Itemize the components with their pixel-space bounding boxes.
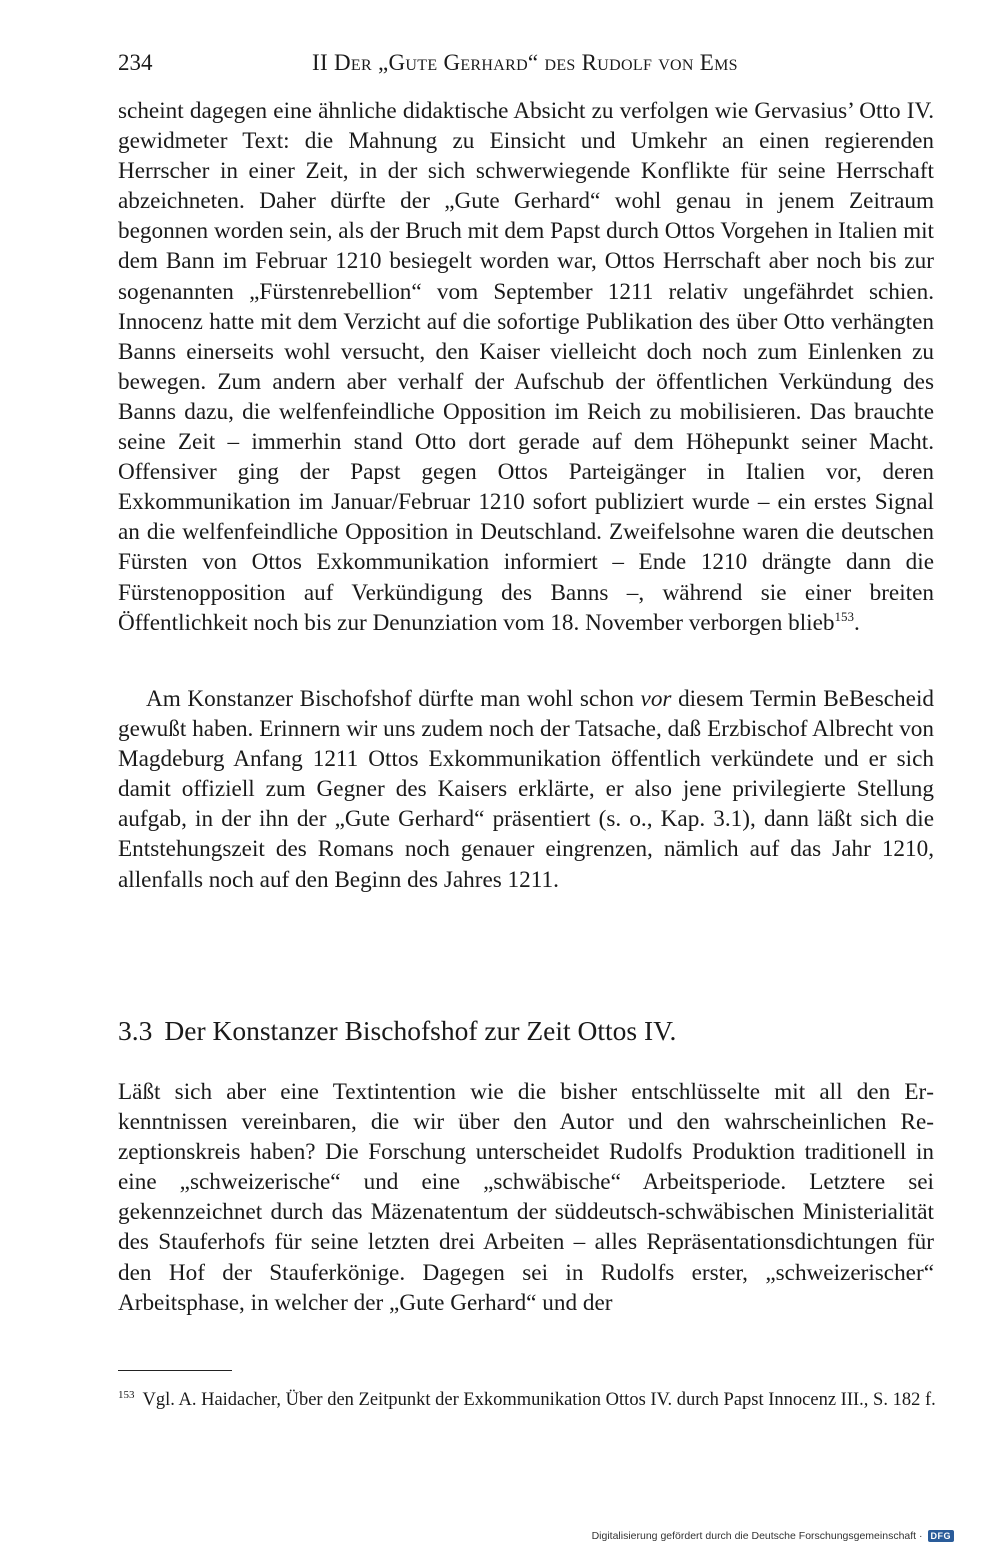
section-heading <box>118 1013 934 1049</box>
paragraph-lead: Am Konstanzer Bischofshof dürfte man wohl schon <box>146 686 641 712</box>
body-paragraph-3 <box>118 1077 934 1318</box>
section-title: Der Konstanzer Bischofshof zur Zeit Ottos IV. <box>164 1015 677 1046</box>
running-head <box>118 50 934 84</box>
paragraph-body: scheint dagegen eine ähnliche didaktische Absicht zu verfolgen wie Gervasius’ Otto IV. gewidmeter Text: die Mahnung zu Einsicht und Umkehr an einen regierenden Herrscher in einer Zeit, in der sich schwerwiegende Konflikte für seine Herrschaft abzeichneten. Daher dürfte der „Gute Gerhard“ wohl genau in jenem Zeitraum begonnen worden sein, als der Bruch mit dem Papst durch Ottos Vorgehen in Italien mit dem Bann im Februar 1210 besiegelt worden war, Ottos Herrschaft aber noch bis zur sogenannten „Fürstenrebellion“ vom September 1211 relativ ungefährdet schien. Innocenz hatte mit dem Verzicht auf die sofortige Publikation des über Otto verhängten Banns einerseits wohl versucht, den Kaiser vielleicht doch noch zum Einlenken zu bewegen. Zum andern aber verhalf der Aufschub der öffentlichen Verkündung des Banns dazu, die welfenfeindliche Opposition im Reich zu mobilisieren. Das brauchte seine Zeit – immerhin stand Otto dort gerade auf dem Höhepunkt seiner Macht. Offensiver ging der Papst gegen Ottos Parteigänger in Italien vor, deren Exkommunikation im Januar/Februar 1210 sofort publiziert wurde – ein erstes Signal an die welfenfeindliche Opposition in Deutschland. Zweifelsohne waren die deutschen Fürsten von Ottos Exkommunikation informiert – Ende 1210 drängte dann die Fürstenopposition auf Verkündigung des Banns –, während sie einer breiten Öffentlichkeit noch bis zur Denunziation vom 18. November verborgen blieb <box>118 98 934 636</box>
footnote-text: Vgl. A. Haidacher, Über den Zeitpunkt der Exkommunikation Ottos IV. durch Papst Innocenz III., S. 182 f. <box>142 1390 936 1410</box>
body-paragraph-2 <box>118 684 934 895</box>
paragraph-lead-after: diesem Termin Be <box>671 686 849 712</box>
paragraph-text: Läßt sich aber eine Textintention wie die bisher entschlüsselte mit all den Erkenntnissen vereinbaren, die wir über den Autor und den wahrscheinlichen Rezeptionskreis haben? Die Forschung unterscheidet Rudolfs Produktion traditionell in eine „schweizerische“ und eine „schwäbische“ Arbeitsperiode. Letztere sei gekennzeichnet durch das Mäzenatentum der süddeutsch-schwäbischen Ministerialität des Stauferhofs für seine letzten drei Arbeiten – alles Repräsentationsdichtungen für den Hof der Stauferkönige. Dagegen sei in Rudolfs erster, „schweizerischer“ Arbeitsphase, in welcher der „Gute Gerhard“ und der <box>118 1079 934 1316</box>
sentence-end: . <box>853 609 860 636</box>
emphasis-text: vor <box>640 686 672 712</box>
paragraph-body: Bescheid gewußt haben. Erinnern wir uns zudem noch der Tatsache, daß Erzbischof Albrecht von Magdeburg Anfang 1211 Ottos Exkommunikation öffentlich verkündete und er sich damit offiziell zum Gegner des Kaisers erklärte, er also jene privilegierte Stellung aufgab, in der ihn der „Gute Gerhard“ präsentiert (s. o., Kap. 3.1), dann läßt sich die Entstehungszeit des Romans noch genauer eingrenzen, nämlich auf das Jahr 1210, allenfalls noch auf den Beginn des Jahres 1211. <box>118 686 934 893</box>
digitization-credit <box>592 1530 954 1542</box>
footnote-reference[interactable]: 153 <box>834 608 854 624</box>
footnote <box>118 1383 938 1412</box>
paragraph-text <box>118 684 934 895</box>
paragraph-text <box>118 96 934 638</box>
credit-text: Digitalisierung gefördert durch die Deutsche Forschungsgemeinschaft · <box>591 1530 923 1542</box>
page-number: 234 <box>118 50 153 75</box>
running-title: II Der „Gute Gerhard“ des Rudolf von Ems <box>312 50 738 75</box>
dfg-logo: DFG <box>928 1530 955 1542</box>
footnote-divider <box>118 1370 232 1371</box>
body-paragraph-1 <box>118 96 934 638</box>
footnote-number: 153 <box>118 1389 135 1401</box>
section-number: 3.3 <box>118 1015 153 1046</box>
